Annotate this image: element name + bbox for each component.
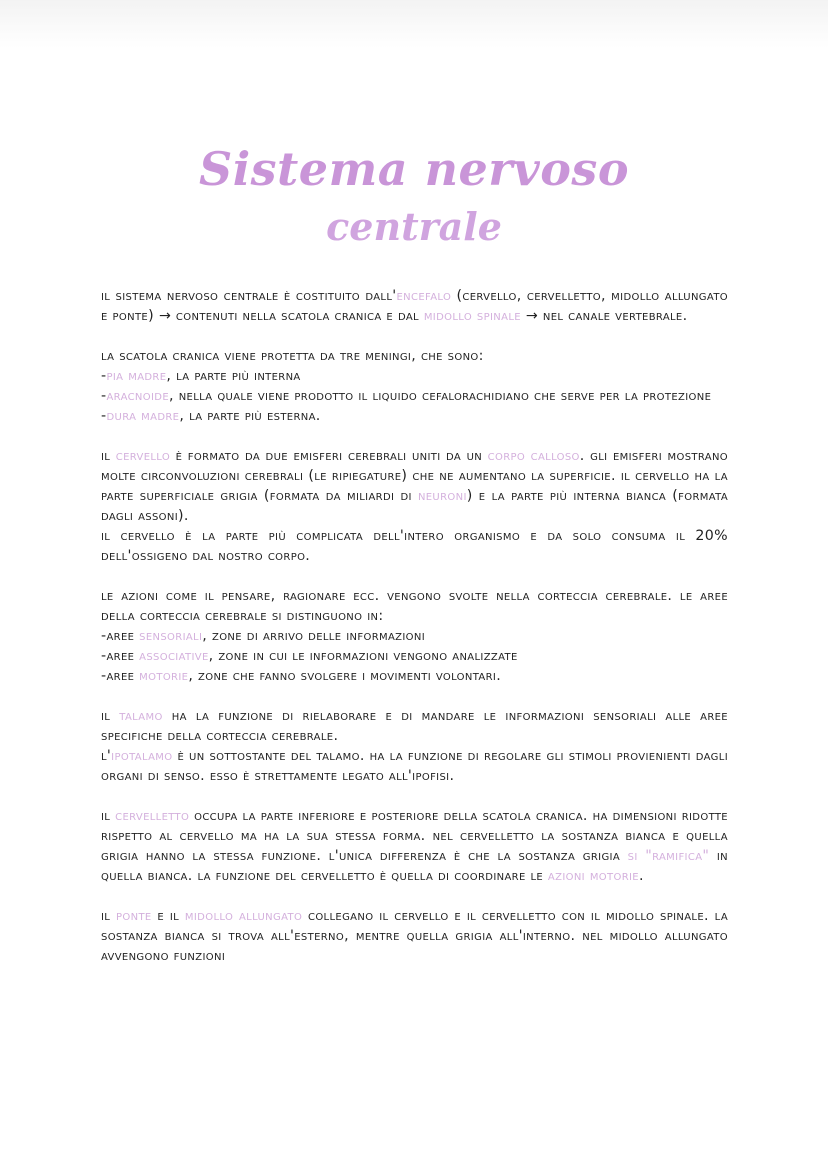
- list-item: [101, 386, 728, 406]
- text: il cervello è la parte più complicata dell'intero organismo e da solo consuma il 20% dell'ossigeno dal nostro corpo.: [101, 528, 728, 564]
- term-cervello: cervello: [115, 448, 171, 464]
- text: e il: [151, 908, 185, 924]
- term-midollo-spinale: midollo spinale: [423, 308, 521, 324]
- text: , zone di arrivo delle informazioni: [202, 628, 426, 644]
- text: , nella quale viene prodotto il liquido cefalorachidiano che serve per la protezione: [169, 388, 712, 404]
- text: . gli emisferi mostrano molte circonvoluzioni cerebrali (le ripiegature) che ne aumentano la superficie. il cervello ha la parte superficiale grigia (formata da miliardi di: [101, 448, 729, 504]
- term-ipotalamo: ipotalamo: [111, 748, 173, 764]
- term-motorie: motorie: [139, 668, 189, 684]
- list-item: [101, 666, 728, 686]
- title-line-2: centrale: [326, 204, 502, 249]
- text: ha la funzione di rielaborare e di mandare le informazioni sensoriali alle aree specifiche della corteccia cerebrale.: [101, 708, 728, 744]
- top-shadow-band: [0, 0, 828, 48]
- list-item: [101, 406, 728, 426]
- paragraph-corteccia: [101, 586, 728, 686]
- term-si-ramifica: si "ramifica": [627, 848, 710, 864]
- term-encefalo: encefalo: [396, 288, 452, 304]
- term-midollo-allungato: midollo allungato: [184, 908, 303, 924]
- meningi-intro: la scatola cranica viene protetta da tre meningi, che sono:: [101, 348, 484, 364]
- text: il: [101, 808, 116, 824]
- term-aracnoide: aracnoide: [106, 388, 169, 404]
- text: è un sottostante del talamo. ha la funzione di regolare gli stimoli provienienti dagli organi di senso. esso è strettamente legato all'ipofisi.: [101, 748, 728, 784]
- text: .: [638, 868, 644, 884]
- term-sensoriali: sensoriali: [139, 628, 203, 644]
- text: il: [101, 708, 120, 724]
- text: il: [101, 908, 117, 924]
- term-ponte: ponte: [116, 908, 152, 924]
- text: -aree: [101, 648, 140, 664]
- text: (cervello, cervelletto, midollo allungato e ponte) → contenuti nella scatola cranica e dal: [101, 288, 728, 324]
- text: è formato da due emisferi cerebrali uniti da un: [170, 448, 488, 464]
- document-body: [101, 286, 728, 986]
- text: il: [101, 448, 116, 464]
- term-cervelletto: cervelletto: [115, 808, 190, 824]
- text: -aree: [101, 668, 140, 684]
- text: collegano il cervello e il cervelletto con il midollo spinale. la sostanza bianca si trova all'esterno, mentre quella grigia all'interno. nel midollo allungato avvengono funzioni: [101, 908, 729, 964]
- text: → nel canale vertebrale.: [520, 308, 688, 324]
- term-dura-madre: dura madre: [106, 408, 180, 424]
- dash: -: [101, 408, 107, 424]
- term-azioni-motorie: azioni motorie: [547, 868, 639, 884]
- list-item: [101, 366, 728, 386]
- term-corpo-calloso: corpo calloso: [487, 448, 580, 464]
- paragraph-cervelletto: [101, 806, 728, 886]
- corteccia-intro: le azioni come il pensare, ragionare ecc. vengono svolte nella corteccia cerebrale. le aree della corteccia cerebrale si distinguono in:: [101, 588, 728, 624]
- text: , la parte più esterna.: [179, 408, 321, 424]
- text: il sistema nervoso centrale è costituito dall': [101, 288, 397, 304]
- paragraph-meningi: [101, 346, 728, 426]
- text: -aree: [101, 628, 140, 644]
- list-item: [101, 626, 728, 646]
- text: in quella bianca. la funzione del cervelletto è quella di coordinare le: [101, 848, 728, 884]
- dash: -: [101, 388, 107, 404]
- paragraph-cervello: [101, 446, 728, 566]
- dash: -: [101, 368, 107, 384]
- term-pia-madre: pia madre: [106, 368, 167, 384]
- term-talamo: talamo: [119, 708, 163, 724]
- text: , la parte più interna: [166, 368, 301, 384]
- title-line-1: Sistema nervoso: [198, 142, 630, 196]
- term-neuroni: neuroni: [417, 488, 467, 504]
- list-item: [101, 646, 728, 666]
- text: occupa la parte inferiore e posteriore della scatola cranica. ha dimensioni ridotte rispetto al cervello ma ha la sua stessa forma. nel cervelletto la sostanza bianca e quella grigia hanno la stessa funzione. l'unica differenza è che la sostanza grigia: [101, 808, 728, 864]
- paragraph-ponte: [101, 906, 728, 966]
- paragraph-encefalo: [101, 286, 728, 326]
- paragraph-talamo: [101, 706, 728, 786]
- text: , zone che fanno svolgere i movimenti volontari.: [188, 668, 502, 684]
- term-associative: associative: [139, 648, 209, 664]
- text: , zone in cui le informazioni vengono analizzate: [208, 648, 518, 664]
- text: l': [101, 748, 112, 764]
- text: ) e la parte più interna bianca (formata dagli assoni).: [101, 488, 729, 524]
